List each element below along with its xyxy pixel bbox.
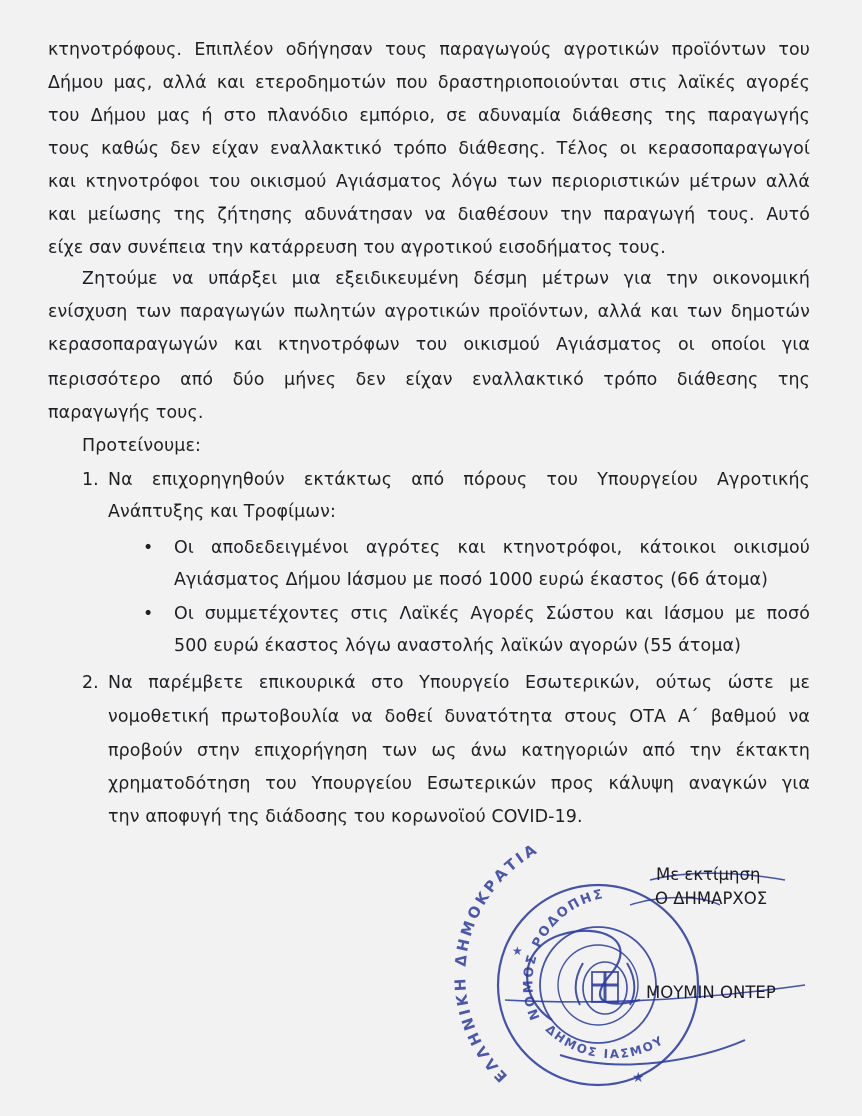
svg-text:★: ★ — [512, 944, 523, 958]
body-line: παραγωγής τους. — [48, 403, 204, 423]
body-line: Ζητούμε να υπάρξει μια εξειδικευμένη δέσμη μέτρων για την οικονομική — [82, 269, 810, 289]
list-item-line: Ανάπτυξης και Τροφίμων: — [108, 502, 336, 522]
body-line: και κτηνοτρόφοι του οικισμού Αγιάσματος λόγω των περιοριστικών μέτρων αλλά — [48, 172, 810, 192]
bullet-marker: • — [143, 604, 154, 624]
bullet-line: Οι αποδεδειγμένοι αγρότες και κτηνοτρόφοι, κάτοικοι οικισμού — [174, 538, 810, 558]
signature-closing: Με εκτίμηση — [656, 865, 761, 884]
body-line: Δήμου μας, αλλά και ετεροδημοτών που δραστηριοποιούνται στις λαϊκές αγορές — [48, 73, 810, 93]
list-item-line: Να επιχορηγηθούν εκτάκτως από πόρους του Υπουργείου Αγροτικής — [108, 470, 810, 490]
signature-name: ΜΟΥΜΙΝ ΟΝΤΕΡ — [646, 983, 776, 1002]
body-line: περισσότερο από δύο μήνες δεν είχαν εναλλακτικό τρόπο διάθεσης της — [48, 370, 810, 390]
list-item-line: νομοθετική πρωτοβουλία να δοθεί δυνατότητα στους ΟΤΑ Α΄ βαθμού να — [108, 707, 810, 727]
list-item-line: Να παρέμβετε επικουρικά στο Υπουργείο Εσωτερικών, ούτως ώστε με — [108, 673, 810, 693]
bullet-line: Οι συμμετέχοντες στις Λαϊκές Αγορές Σώστου και Ιάσμου με ποσό — [174, 604, 810, 624]
svg-text:ΕΛΛΗΝΙΚΗ ΔΗΜΟΚΡΑΤΙΑ — [451, 839, 542, 1086]
body-line: κτηνοτρόφους. Επιπλέον οδήγησαν τους παραγωγούς αγροτικών προϊόντων του — [48, 40, 810, 60]
stamp-inner-text: ΝΟΜΟΣ ΡΟΔΟΠΗΣ — [521, 886, 606, 1022]
body-line: τους καθώς δεν είχαν εναλλακτικό τρόπο διάθεσης. Τέλος οι κερασοπαραγωγοί — [48, 139, 810, 159]
svg-text:★: ★ — [632, 1070, 645, 1086]
list-item-line: την αποφυγή της διάδοσης του κορωνοϊού COVID-19. — [108, 807, 583, 827]
list-number: 2. — [82, 673, 99, 693]
body-line: κερασοπαραγωγών και κτηνοτρόφων του οικισμού Αγιάσματος οι οποίοι για — [48, 335, 810, 355]
body-line: είχε σαν συνέπεια την κατάρρευση του αγροτικού εισοδήματος τους. — [48, 238, 666, 258]
svg-text:ΔΗΜΟΣ ΙΑΣΜΟΥ — [543, 1022, 667, 1061]
bullet-marker: • — [143, 538, 154, 558]
body-line: ενίσχυση των παραγωγών πωλητών αγροτικών προϊόντων, αλλά και των δημοτών — [48, 302, 810, 322]
stamp-outer-text: ΕΛΛΗΝΙΚΗ ΔΗΜΟΚΡΑΤΙΑ — [451, 839, 542, 1086]
stamp-bottom-text: ΔΗΜΟΣ ΙΑΣΜΟΥ — [542, 1021, 667, 1062]
list-item-line: χρηματοδότηση του Υπουργείου Εσωτερικών προς κάλυψη αναγκών για — [108, 774, 810, 794]
signature-role: Ο ΔΗΜΑΡΧΟΣ — [655, 889, 768, 908]
bullet-line: 500 ευρώ έκαστος λόγω αναστολής λαϊκών αγορών (55 άτομα) — [174, 636, 742, 656]
bullet-line: Αγιάσματος Δήμου Ιάσμου με ποσό 1000 ευρώ έκαστος (66 άτομα) — [174, 570, 769, 590]
list-number: 1. — [82, 470, 99, 490]
list-item-line: προβούν στην επιχορήγηση των ως άνω κατηγοριών από την έκτακτη — [108, 741, 810, 761]
body-line: και μείωσης της ζήτησης αδυνάτησαν να διαθέσουν την παραγωγή τους. Αυτό — [48, 205, 810, 225]
body-line: του Δήμου μας ή στο πλανόδιο εμπόριο, σε αδυναμία διάθεσης της παραγωγής — [48, 106, 810, 126]
proposals-heading: Προτείνουμε: — [82, 436, 202, 456]
svg-text:ΝΟΜΟΣ ΡΟΔΟΠΗΣ — [521, 887, 606, 1022]
